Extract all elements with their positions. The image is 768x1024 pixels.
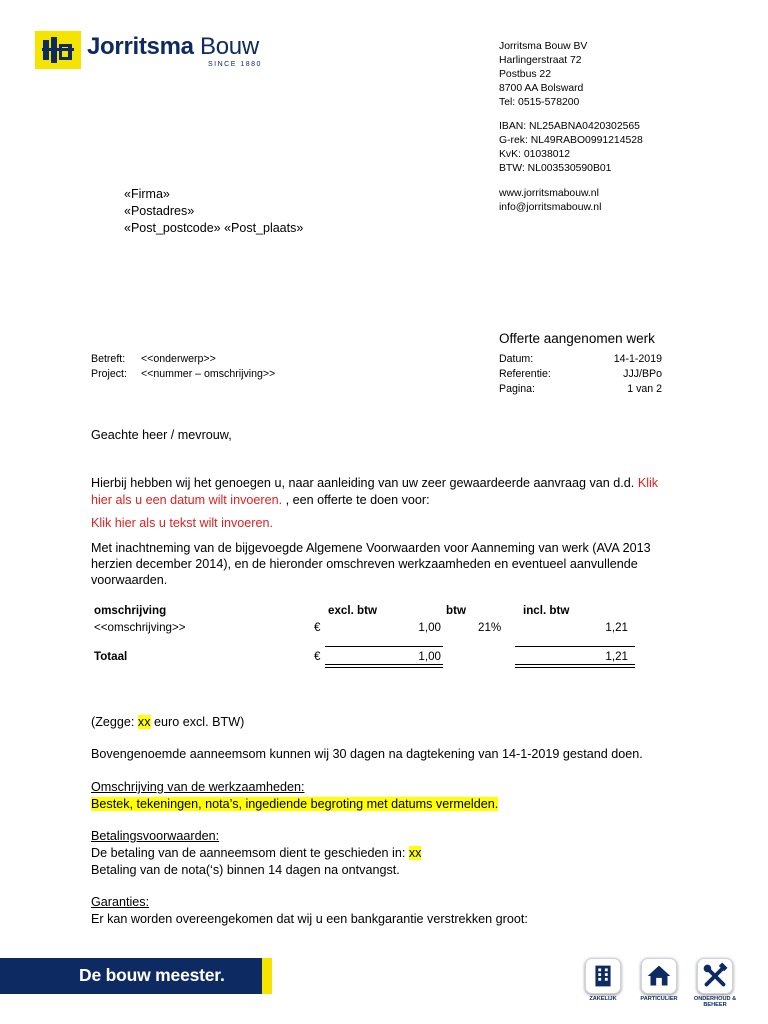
referentie-label: Referentie: — [499, 368, 551, 380]
offer-title: Offerte aangenomen werk — [499, 331, 655, 346]
addressee-firma: «Firma» — [124, 187, 170, 201]
total-excl: 1,00 — [418, 650, 441, 663]
validity-text: Bovengenoemde aanneemsom kunnen wij 30 dagen na dagtekening van 14-1-2019 gestand doen. — [91, 747, 643, 761]
house-icon[interactable] — [641, 958, 677, 994]
row-currency: € — [314, 621, 321, 634]
company-postbus: Postbus 22 — [499, 69, 551, 80]
footer-label-onderhoud: ONDERHOUD & BEHEER — [693, 996, 737, 1008]
datum-label: Datum: — [499, 353, 534, 365]
total-double-rule — [325, 667, 443, 668]
betreft-label: Betreft: — [91, 353, 126, 365]
col-incl-btw: incl. btw — [523, 604, 570, 617]
pagina-label: Pagina: — [499, 383, 535, 395]
row-excl: 1,00 — [418, 621, 441, 634]
work-heading: Omschrijving van de werkzaamheden: — [91, 780, 305, 794]
zegge-amount[interactable]: xx — [137, 715, 151, 729]
company-tel: Tel: 0515-578200 — [499, 97, 580, 108]
intro-text: Hierbij hebben wij het genoegen u, naar aanleiding van uw zeer gewaardeerde aanvraag van d.d. — [91, 476, 635, 490]
work-text-line — [91, 796, 681, 812]
date-placeholder-cont[interactable]: hier als u een datum wilt invoeren. — [91, 493, 283, 507]
company-grek: G-rek: NL49RABO0991214528 — [499, 135, 643, 146]
company-address — [499, 40, 587, 110]
tools-icon[interactable] — [697, 958, 733, 994]
intro-text-end: , een offerte te doen voor: — [285, 493, 430, 507]
footer-accent — [262, 958, 272, 994]
total-currency: € — [314, 650, 321, 663]
total-label: Totaal — [94, 650, 128, 663]
footer-label-particulier: PARTICULIER — [640, 996, 678, 1002]
text-placeholder[interactable]: Klik hier als u tekst wilt invoeren. — [91, 516, 273, 530]
company-logo — [35, 31, 285, 73]
subtotal-rule — [325, 646, 443, 647]
logo-mark-icon — [35, 31, 81, 69]
total-incl: 1,21 — [605, 650, 628, 663]
total-rule-incl — [515, 664, 635, 665]
company-street: Harlingerstraat 72 — [499, 55, 582, 66]
building-icon[interactable] — [585, 958, 621, 994]
company-website: www.jorritsmabouw.nl — [499, 188, 599, 199]
ava-paragraph: Met inachtneming van de bijgevoegde Algemene Voorwaarden voor Aanneming van werk (AVA 2013 herzien december 2014), en de hieronder omschreven werkzaamheden en eventueel aanvullende voorwaarden. — [91, 541, 651, 587]
company-contact — [499, 187, 601, 215]
company-bank — [499, 120, 643, 176]
logo-since: SINCE 1880 — [208, 61, 262, 68]
company-name: Jorritsma Bouw BV — [499, 41, 588, 52]
subtotal-rule-incl — [515, 646, 635, 647]
company-email: info@jorritsmabouw.nl — [499, 202, 602, 213]
project-label: Project: — [91, 368, 127, 380]
pagina-value: 1 van 2 — [627, 383, 662, 395]
company-postal: 8700 AA Bolsward — [499, 83, 584, 94]
betreft-value: <<onderwerp>> — [141, 353, 216, 365]
guarantee-text: Er kan worden overeengekomen dat wij u een bankgarantie verstrekken groot: — [91, 912, 528, 926]
addressee-postplaats: «Post_postcode» «Post_plaats» — [124, 221, 304, 235]
intro-paragraph — [91, 475, 681, 509]
project-value: <<nummer – omschrijving>> — [141, 368, 276, 380]
payment-line-1: De betaling van de aanneemsom dient te geschieden in: xx — [91, 846, 422, 860]
row-incl: 1,21 — [605, 621, 628, 634]
company-kvk: KvK: 01038012 — [499, 149, 571, 160]
col-btw: btw — [446, 604, 466, 617]
payment-heading: Betalingsvoorwaarden: — [91, 829, 220, 843]
company-iban: IBAN: NL25ABNA0420302565 — [499, 121, 640, 132]
row-btw: 21% — [478, 621, 502, 634]
company-btw: BTW: NL003530590B01 — [499, 163, 612, 174]
footer-label-zakelijk: ZAKELIJK — [589, 996, 617, 1002]
footer-slogan: De bouw meester. — [79, 965, 225, 985]
payment-line-2: Betaling van de nota(‘s) binnen 14 dagen na ontvangst. — [91, 863, 400, 877]
total-double-rule-incl — [515, 667, 635, 668]
col-excl-btw: excl. btw — [328, 604, 377, 617]
referentie-value: JJJ/BPo — [623, 368, 662, 380]
date-placeholder[interactable]: Klik — [637, 476, 659, 490]
payment-terms-amount[interactable]: xx — [408, 846, 422, 860]
work-text[interactable]: Bestek, tekeningen, nota’s, ingediende begroting met datums vermelden. — [91, 797, 499, 811]
datum-value: 14-1-2019 — [613, 353, 662, 365]
row-omschrijving: <<omschrijving>> — [94, 621, 186, 634]
total-rule — [325, 664, 443, 665]
guarantee-heading: Garanties: — [91, 895, 150, 909]
col-omschrijving: omschrijving — [94, 604, 167, 617]
logo-wordmark: Jorritsma Bouw — [87, 33, 259, 60]
zegge-line: (Zegge: xx euro excl. BTW) — [91, 715, 245, 729]
addressee-postadres: «Postadres» — [124, 204, 195, 218]
salutation: Geachte heer / mevrouw, — [91, 428, 232, 442]
